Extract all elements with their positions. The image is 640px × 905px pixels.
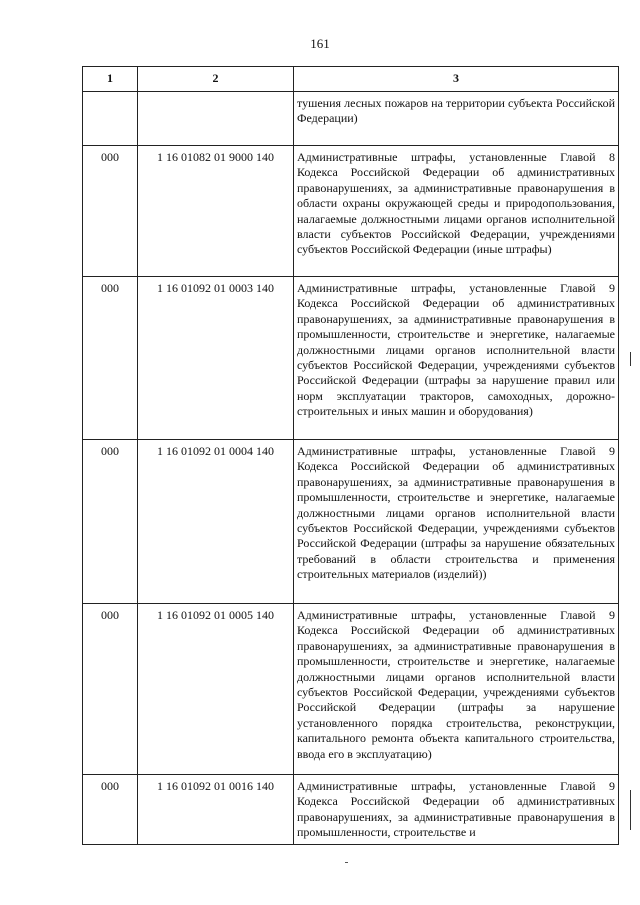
continuation-text: тушения лесных пожаров на территории субъекта Российской Федерации): [294, 92, 619, 146]
table-cell: [138, 92, 294, 146]
page-number: 161: [310, 36, 330, 51]
header-col-3: 3: [294, 67, 619, 92]
admin-code: 000: [83, 604, 138, 775]
table-row-continuation: [83, 92, 619, 146]
table-row: [83, 146, 619, 277]
admin-code: 000: [83, 146, 138, 277]
table-row: [83, 604, 619, 775]
revenue-code-table: [82, 66, 619, 845]
scan-dot: [345, 862, 348, 863]
admin-code: 000: [83, 277, 138, 440]
description: Административные штрафы, установленные Главой 9 Кодекса Российской Федерации об административных правонарушениях, за административные правонарушения в промышленности, строительстве и энергетике, налагаемые должностными лицами органов исполнительной власти субъектов Российской Федерации, учреждениями субъектов Российской Федерации (штрафы за нарушение правил или норм эксплуатации тракторов, самоходных, дорожно-строительных и иных машин и оборудования): [294, 277, 619, 440]
admin-code: 000: [83, 775, 138, 845]
description: Административные штрафы, установленные Главой 9 Кодекса Российской Федерации об административных правонарушениях, за административные правонарушения в промышленности, строительстве и энергетике, налагаемые должностными лицами органов исполнительной власти субъектов Российской Федерации, учреждениями субъектов Российской Федерации (штрафы за нарушение обязательных требований в области строительства и применения строительных материалов (изделий)): [294, 440, 619, 604]
header-col-1: 1: [83, 67, 138, 92]
description: Административные штрафы, установленные Главой 9 Кодекса Российской Федерации об административных правонарушениях, за административные правонарушения в промышленности, строительстве и энергетике, налагаемые должностными лицами органов исполнительной власти субъектов Российской Федерации, учреждениями субъектов Российской Федерации (штрафы за нарушение установленного порядка строительства, реконструкции, капитального ремонта объекта капитального строительства, ввода его в эксплуатацию): [294, 604, 619, 775]
scan-margin-mark: [630, 790, 631, 830]
budget-code: 1 16 01092 01 0004 140: [138, 440, 294, 604]
description: Административные штрафы, установленные Главой 8 Кодекса Российской Федерации об административных правонарушениях, за административные правонарушения в области охраны окружающей среды и природопользования, налагаемые должностными лицами органов исполнительной власти субъектов Российской Федерации, учреждениями субъектов Российской Федерации (иные штрафы): [294, 146, 619, 277]
budget-code: 1 16 01092 01 0003 140: [138, 277, 294, 440]
budget-code: 1 16 01092 01 0016 140: [138, 775, 294, 845]
table-cell: [83, 92, 138, 146]
budget-code: 1 16 01082 01 9000 140: [138, 146, 294, 277]
description: Административные штрафы, установленные Главой 9 Кодекса Российской Федерации об административных правонарушениях, за административные правонарушения в промышленности, строительстве и: [294, 775, 619, 845]
table-row: [83, 277, 619, 440]
table-header-row: [83, 67, 619, 92]
table-row: [83, 775, 619, 845]
table-row: [83, 440, 619, 604]
scan-margin-mark: [630, 352, 631, 366]
budget-code: 1 16 01092 01 0005 140: [138, 604, 294, 775]
admin-code: 000: [83, 440, 138, 604]
header-col-2: 2: [138, 67, 294, 92]
